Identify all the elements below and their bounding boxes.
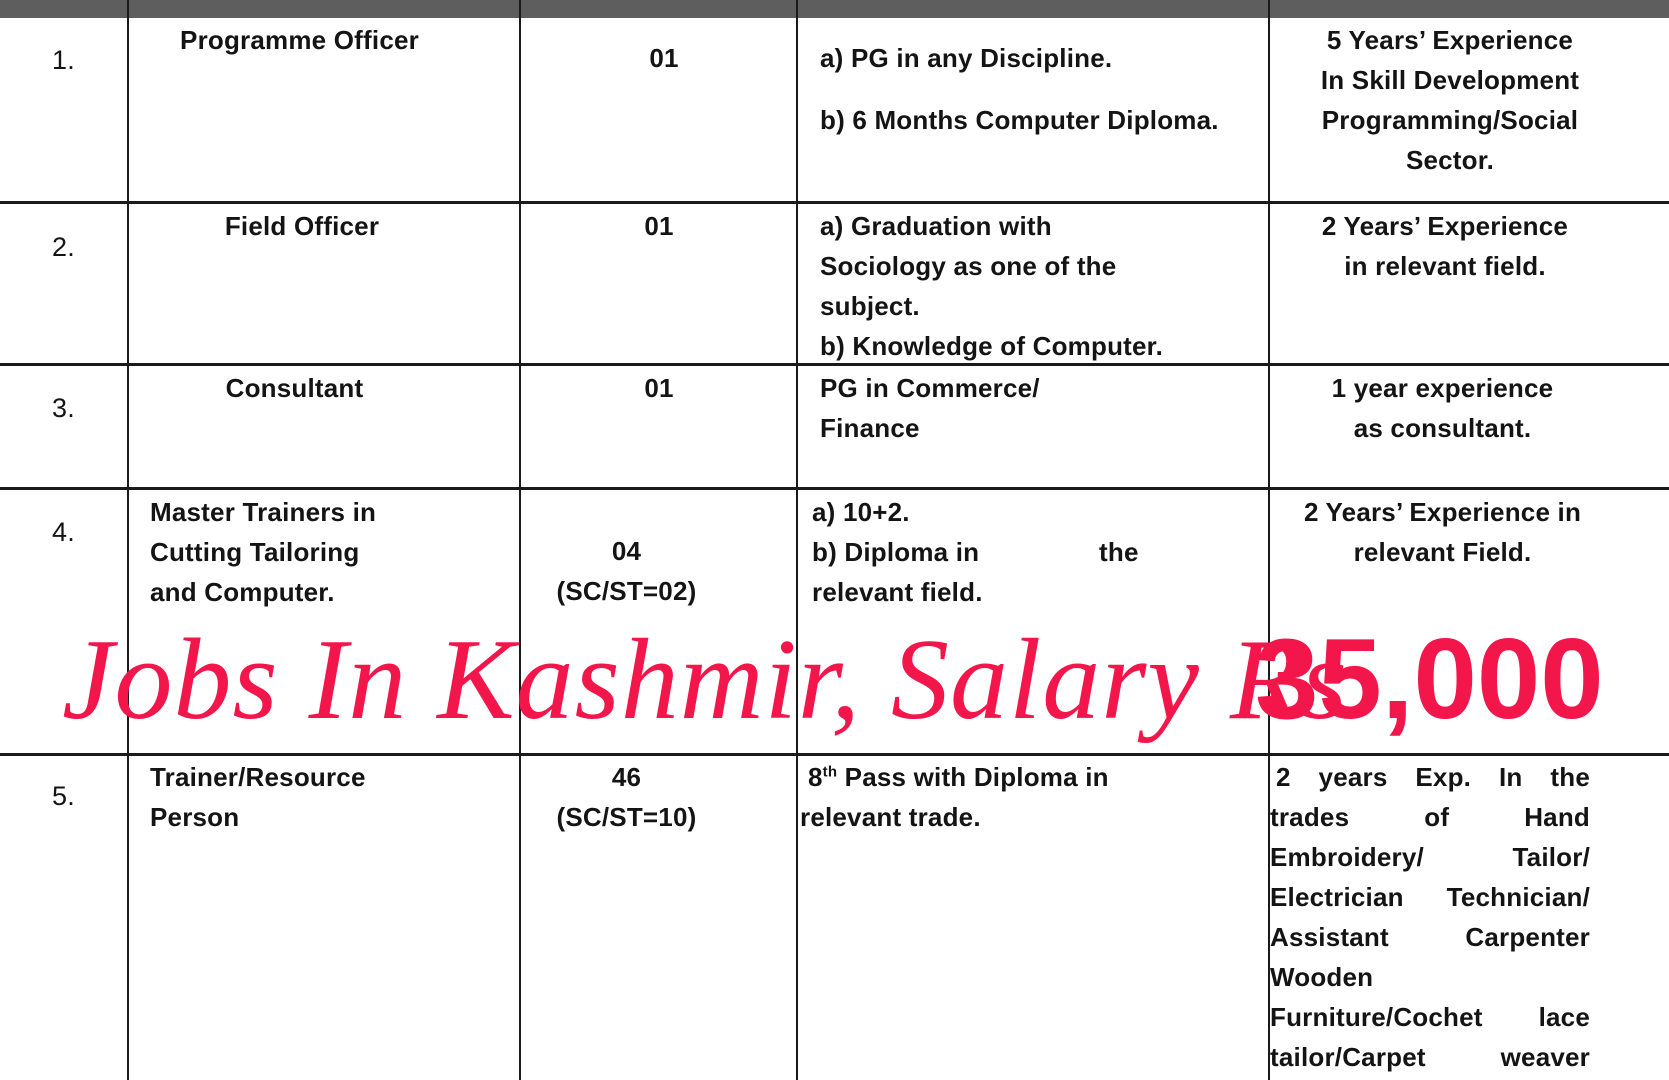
column-divider — [796, 0, 798, 1080]
post-count — [519, 368, 799, 408]
experience-line: relevant Field. — [1353, 537, 1532, 567]
serial-number: 5. — [52, 781, 75, 811]
experience-line: 1 year experience — [1331, 373, 1554, 403]
count-line: 01 — [649, 43, 679, 73]
post-line: Cutting Tailoring — [150, 537, 360, 567]
experience-line: Furniture/Cochet lace — [1270, 1002, 1590, 1032]
post-line: Consultant — [225, 373, 364, 403]
qualification-line: a) 10+2. — [812, 497, 910, 527]
count-line: 01 — [644, 211, 674, 241]
experience-line: Assistant Carpenter — [1270, 922, 1590, 952]
post-name — [127, 206, 477, 246]
qualification-line: Finance — [820, 413, 920, 443]
experience-line: 2 years Exp. In the — [1276, 762, 1590, 792]
qualification-line: relevant field. — [812, 577, 983, 607]
post-name — [127, 368, 462, 408]
post-count — [519, 206, 799, 246]
qualification-line: b) Knowledge of Computer. — [820, 331, 1163, 361]
post-line: Field Officer — [224, 211, 380, 241]
count-line: 46 — [611, 762, 642, 792]
qualification-line: relevant trade. — [800, 802, 981, 832]
promo-overlay — [0, 610, 1669, 750]
qualification-line: a) PG in any Discipline. — [820, 43, 1113, 73]
experience-line: Wooden — [1270, 962, 1374, 992]
column-divider — [127, 0, 129, 1080]
post-line: Person — [150, 802, 240, 832]
overlay-salary-amount: 35,000 — [1255, 616, 1604, 743]
experience-line: 2 Years’ Experience — [1321, 211, 1569, 241]
count-line: (SC/ST=10) — [556, 802, 697, 832]
experience-line: Programming/Social — [1321, 105, 1579, 135]
experience — [1270, 492, 1615, 572]
qualification-line — [812, 532, 1262, 572]
experience — [1270, 757, 1590, 1077]
count-line: 01 — [644, 373, 674, 403]
experience-line: In Skill Development — [1320, 65, 1580, 95]
post-line: Programme Officer — [180, 25, 419, 55]
serial-number: 4. — [52, 517, 75, 547]
row-divider — [0, 487, 1669, 490]
qualification — [820, 38, 1265, 140]
post-name — [127, 20, 472, 60]
experience — [1270, 20, 1630, 180]
qualification-line: Sociology as one of the — [820, 251, 1117, 281]
qualification — [812, 492, 1262, 612]
count-line: (SC/ST=02) — [556, 576, 697, 606]
post-name — [150, 492, 510, 612]
qualification-line: a) Graduation with — [820, 211, 1052, 241]
post-line: Trainer/Resource — [150, 762, 366, 792]
post-name — [150, 757, 510, 837]
experience — [1270, 368, 1615, 448]
row-divider — [0, 753, 1669, 756]
row-divider — [0, 201, 1669, 204]
qualification — [820, 368, 1265, 448]
experience-line: Electrician Technician/ — [1270, 882, 1590, 912]
qualification-text: Pass with Diploma in — [837, 762, 1109, 792]
table-header-strip — [0, 0, 1669, 18]
qualification-line — [800, 757, 1260, 797]
experience-line: tailor/Carpet weaver — [1270, 1042, 1590, 1072]
experience-line: 2 Years’ Experience in — [1303, 497, 1582, 527]
overlay-headline: Jobs In Kashmir, Salary Rs — [62, 616, 1348, 744]
serial-number: 1. — [52, 45, 75, 75]
qualification-text: the — [1099, 537, 1139, 567]
experience-line: trades of Hand — [1270, 802, 1590, 832]
qualification — [820, 206, 1265, 366]
experience-line: in relevant field. — [1344, 251, 1546, 281]
post-count — [519, 38, 809, 78]
qualification — [800, 757, 1260, 837]
ordinal-suffix: th — [822, 763, 838, 781]
qualification-text: b) Diploma in — [812, 537, 980, 567]
qualification-line: b) 6 Months Computer Diploma. — [820, 105, 1219, 135]
experience-line: Embroidery/ Tailor/ — [1270, 842, 1590, 872]
experience-line: as consultant. — [1353, 413, 1532, 443]
post-count — [519, 757, 734, 837]
post-line: Master Trainers in — [150, 497, 377, 527]
experience — [1270, 206, 1620, 286]
serial-number: 3. — [52, 393, 75, 423]
qualification-text: 8 — [808, 762, 823, 792]
qualification-line: subject. — [820, 291, 920, 321]
post-count — [519, 531, 734, 611]
count-line: 04 — [611, 536, 642, 566]
experience-line: Sector. — [1405, 145, 1495, 175]
serial-number: 2. — [52, 232, 75, 262]
qualification-line: PG in Commerce/ — [820, 373, 1040, 403]
experience-line: 5 Years’ Experience — [1326, 25, 1574, 55]
post-line: and Computer. — [150, 577, 335, 607]
